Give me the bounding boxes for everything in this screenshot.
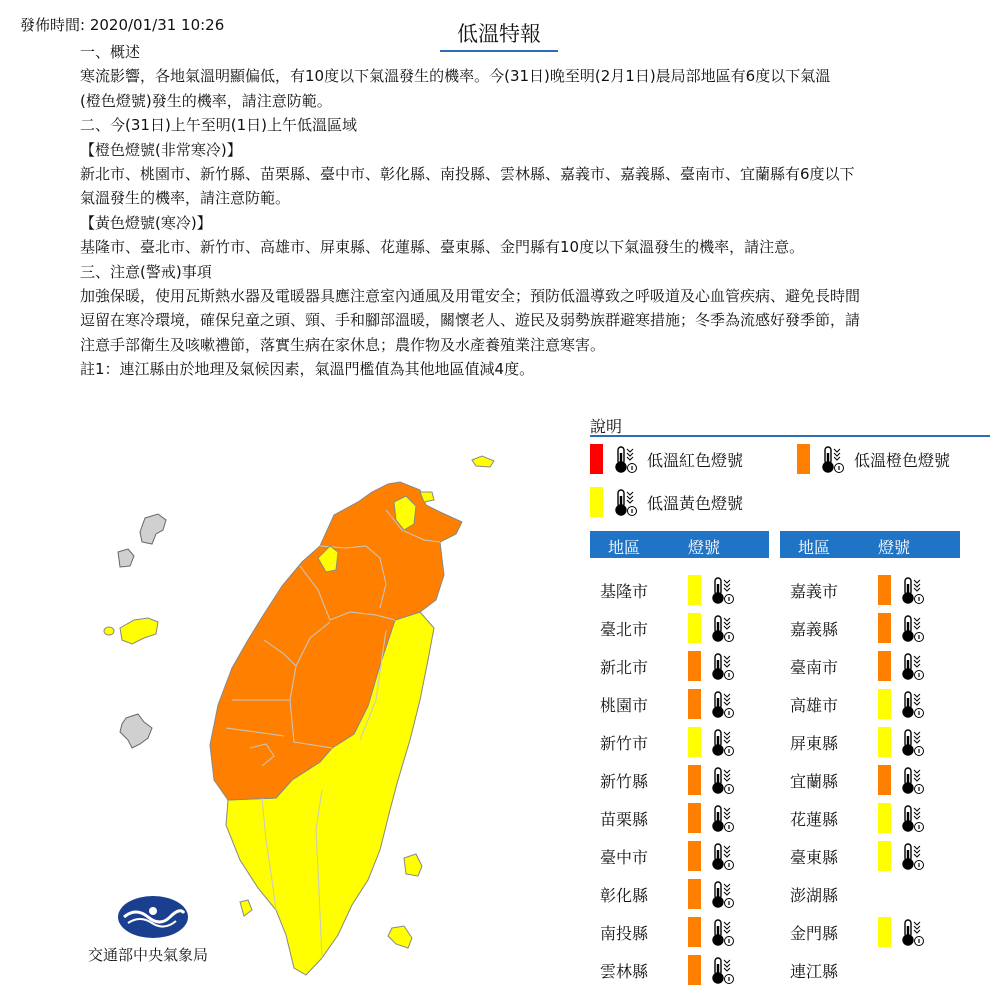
bulletin-text [80, 40, 920, 381]
bulletin-line: 【橙色燈號(非常寒冷)】 [80, 140, 242, 159]
signal-swatch-yellow [878, 727, 891, 757]
bulletin-line: 新北市、桃園市、新竹縣、苗栗縣、臺中市、彰化縣、南投縣、雲林縣、嘉義市、嘉義縣、臺南市、宜蘭縣有6度以下 [80, 164, 855, 183]
legend-divider [590, 435, 990, 437]
signal-swatch-orange [878, 651, 891, 681]
signal-swatch-orange [878, 613, 891, 643]
region-name: 澎湖縣 [790, 886, 839, 905]
thermometer-icon [708, 764, 736, 796]
thermometer-icon [708, 916, 736, 948]
region-name: 臺東縣 [790, 848, 839, 867]
bulletin-line: 逗留在寒冷環境，確保兒童之頭、頸、手和腳部溫暖，關懷老人、遊民及弱勢族群避寒措施；冬季為流感好發季節，請 [80, 311, 861, 330]
bulletin-line: 註1：連江縣由於地理及氣候因素，氣溫門檻值為其他地區值減4度。 [80, 360, 535, 379]
map-kinmen [120, 618, 158, 644]
region-name: 花蓮縣 [790, 810, 839, 829]
thermometer-icon [708, 878, 736, 910]
bulletin-line: (橙色燈號)發生的機率，請注意防範。 [80, 91, 332, 110]
thermometer-icon [708, 954, 736, 986]
signal-swatch-yellow [688, 575, 701, 605]
region-name: 南投縣 [600, 924, 649, 943]
map-pengjia-islet [472, 456, 494, 467]
legend-label: 低溫紅色燈號 [647, 450, 744, 470]
thermometer-icon [898, 840, 926, 872]
signal-swatch-orange [878, 765, 891, 795]
thermometer-icon [898, 802, 926, 834]
thermometer-icon [708, 726, 736, 758]
signal-swatch-orange [688, 879, 701, 909]
map-green-island [404, 854, 422, 876]
thermometer-icon [898, 764, 926, 796]
bulletin-line: 注意手部衛生及咳嗽禮節，落實生病在家休息；農作物及水產養殖業注意寒害。 [80, 335, 606, 354]
signal-swatch-orange [688, 917, 701, 947]
signal-swatch-yellow [878, 689, 891, 719]
cwb-logo [118, 895, 188, 939]
thermometer-icon [611, 444, 639, 474]
signal-swatch-orange [688, 841, 701, 871]
region-name: 連江縣 [790, 962, 839, 981]
region-name: 新竹市 [600, 734, 649, 753]
region-name: 臺南市 [790, 658, 839, 677]
table-header-right [780, 531, 960, 558]
region-name: 高雄市 [790, 696, 839, 715]
map-island-gray-2 [118, 549, 134, 567]
thermometer-icon [898, 916, 926, 948]
legend-label: 低溫橙色燈號 [854, 450, 951, 470]
signal-swatch-orange [688, 955, 701, 985]
bulletin-line: 一、概述 [80, 43, 141, 61]
legend-swatch-red [590, 444, 603, 474]
legend-title: 說明 [590, 417, 623, 436]
issue-time: 發佈時間: 2020/01/31 10:26 [20, 16, 225, 34]
region-name: 嘉義市 [790, 582, 839, 601]
col-light-header: 燈號 [878, 538, 911, 557]
thermometer-icon [708, 688, 736, 720]
thermometer-icon [708, 802, 736, 834]
map-penghu [120, 714, 152, 748]
region-name: 新竹縣 [600, 772, 649, 791]
signal-swatch-yellow [688, 727, 701, 757]
signal-swatch-orange [688, 651, 701, 681]
legend-item-yellow [590, 486, 743, 518]
map-liuqiu [240, 900, 252, 916]
legend-item-orange [797, 443, 950, 475]
thermometer-icon [898, 650, 926, 682]
page-title: 低溫特報 [440, 18, 558, 52]
region-name: 基隆市 [600, 582, 649, 601]
signal-swatch-yellow [878, 917, 891, 947]
region-name: 苗栗縣 [600, 810, 649, 829]
region-name: 雲林縣 [600, 962, 649, 981]
col-region-header: 地區 [798, 538, 831, 557]
col-light-header: 燈號 [688, 538, 721, 557]
region-name: 屏東縣 [790, 734, 839, 753]
signal-swatch-orange [878, 575, 891, 605]
signal-swatch-yellow [878, 803, 891, 833]
thermometer-icon [818, 444, 846, 474]
signal-swatch-yellow [878, 841, 891, 871]
region-name: 宜蘭縣 [790, 772, 839, 791]
bulletin-line: 基隆市、臺北市、新竹市、高雄市、屏東縣、花蓮縣、臺東縣、金門縣有10度以下氣溫發生的機率，請注意。 [80, 238, 805, 257]
legend-swatch-yellow [590, 487, 603, 517]
thermometer-icon [898, 688, 926, 720]
map-kinmen-lienchiang [140, 514, 166, 544]
map-orchid-island [388, 926, 412, 948]
thermometer-icon [708, 840, 736, 872]
region-name: 金門縣 [790, 924, 839, 943]
agency-name: 交通部中央氣象局 [88, 946, 209, 964]
bulletin-line: 寒流影響，各地氣溫明顯偏低，有10度以下氣溫發生的機率。今(31日)晚至明(2月1日)晨局部地區有6度以下氣溫 [80, 67, 831, 86]
legend-swatch-orange [797, 444, 810, 474]
region-name: 臺北市 [600, 620, 649, 639]
signal-swatch-yellow [688, 613, 701, 643]
legend-item-red [590, 443, 743, 475]
signal-swatch-orange [688, 765, 701, 795]
col-region-header: 地區 [608, 538, 641, 557]
thermometer-icon [611, 487, 639, 517]
bulletin-line: 三、注意(警戒)事項 [80, 262, 212, 281]
thermometer-icon [898, 726, 926, 758]
thermometer-icon [708, 574, 736, 606]
bulletin-line: 【黃色燈號(寒冷)】 [80, 213, 212, 232]
signal-swatch-orange [688, 689, 701, 719]
bulletin-line: 氣溫發生的機率，請注意防範。 [80, 189, 291, 208]
map-little-kinmen [104, 627, 114, 635]
thermometer-icon [898, 612, 926, 644]
region-name: 嘉義縣 [790, 620, 839, 639]
region-name: 臺中市 [600, 848, 649, 867]
bulletin-line: 加強保暖，使用瓦斯熱水器及電暖器具應注意室內通風及用電安全；預防低溫導致之呼吸道及心血管疾病、避免長時間 [80, 286, 861, 305]
table-header-left [590, 531, 769, 558]
region-name: 彰化縣 [600, 886, 649, 905]
thermometer-icon [708, 650, 736, 682]
legend-label: 低溫黃色燈號 [647, 493, 744, 513]
bulletin-line: 二、今(31日)上午至明(1日)上午低溫區域 [80, 116, 358, 135]
region-name: 桃園市 [600, 696, 649, 715]
signal-swatch-orange [688, 803, 701, 833]
thermometer-icon [708, 612, 736, 644]
thermometer-icon [898, 574, 926, 606]
region-name: 新北市 [600, 658, 649, 677]
